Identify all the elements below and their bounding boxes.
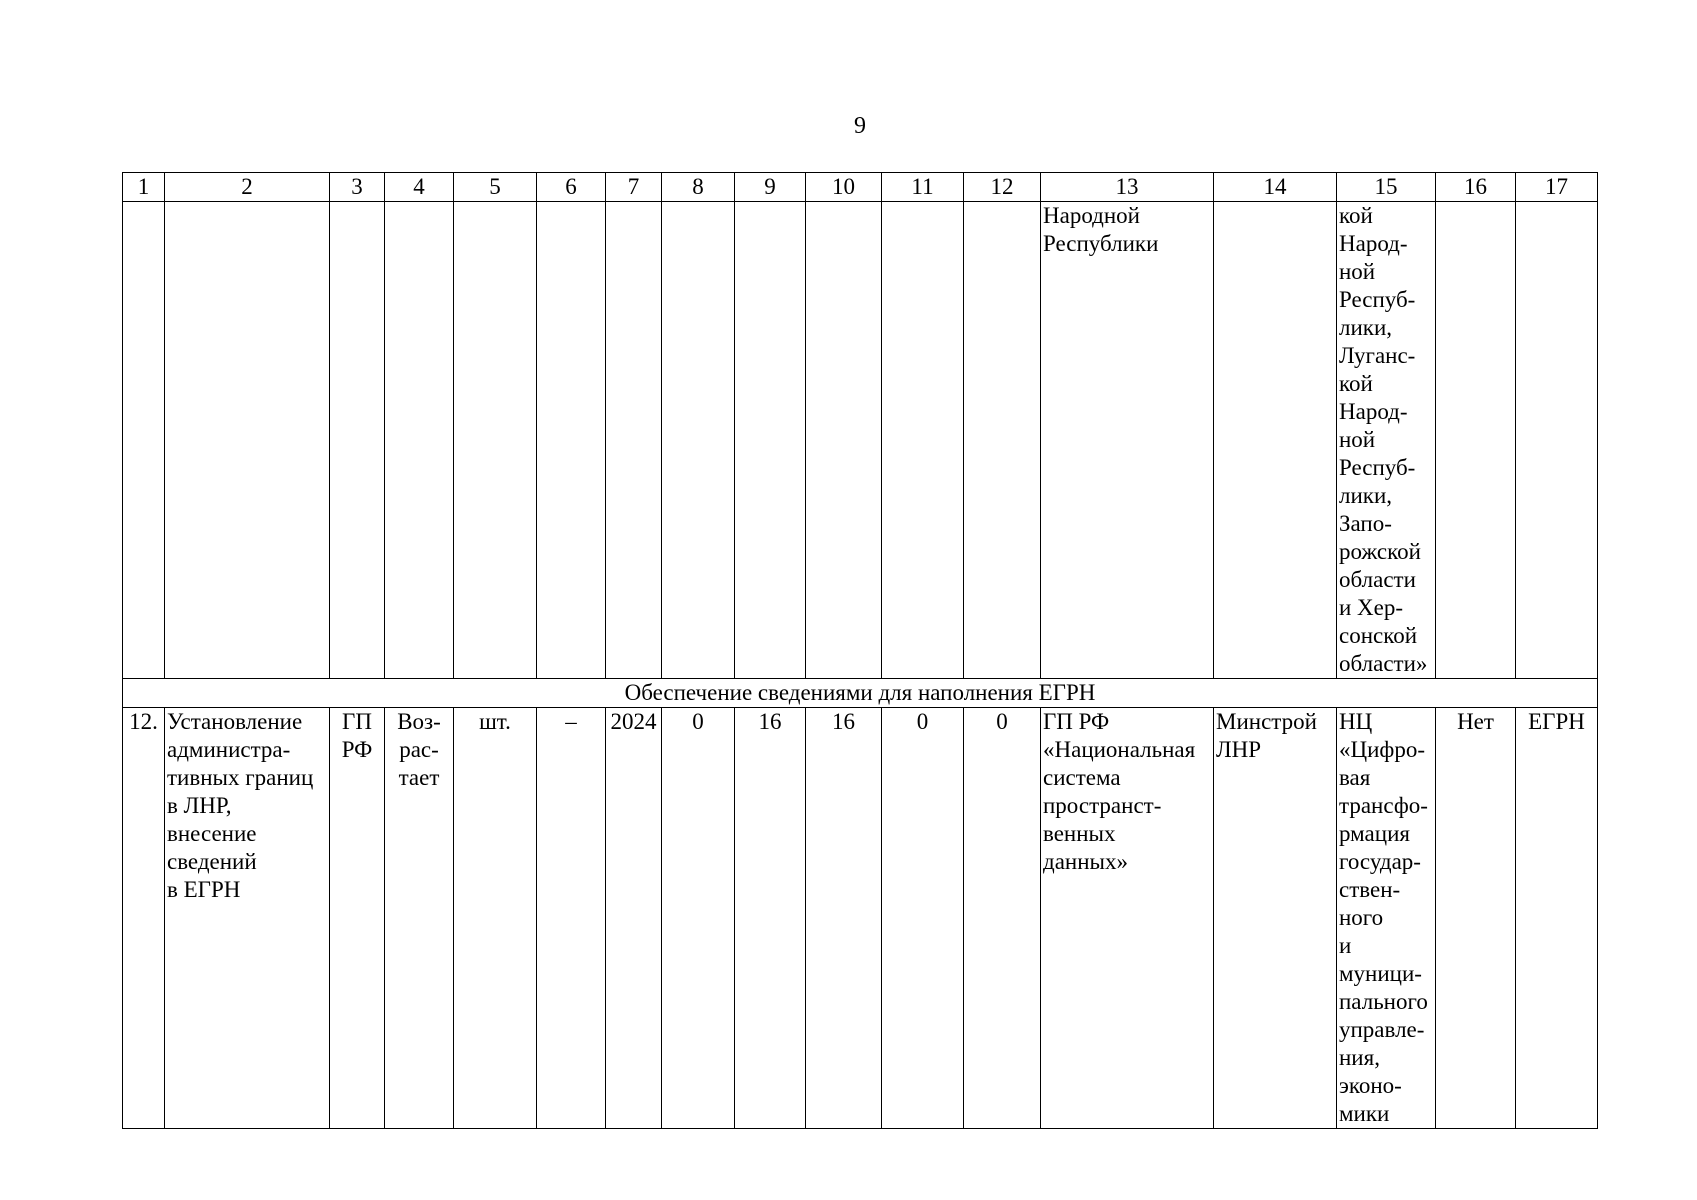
table-cell [662,202,735,679]
indicator-trend: Воз- рас- тает [385,708,454,1129]
column-number: 11 [882,173,964,202]
cumulative-flag: Нет [1436,708,1516,1129]
page-number: 9 [854,113,866,139]
table-cell [385,202,454,679]
state-program-cell: кой Народ- ной Респуб- лики, Луганс- кой Народ- ной Респуб- лики, Запо- рожской области и Хер- сонской области» [1337,202,1436,679]
table-cell [537,202,606,679]
table-cell [806,202,882,679]
column-number: 5 [454,173,537,202]
column-number: 14 [1214,173,1337,202]
column-number: 2 [165,173,330,202]
co-executor-cell: Минстрой ЛНР [1214,708,1337,1129]
column-number-row [123,173,1598,202]
column-number: 16 [1436,173,1516,202]
table-cell [964,202,1041,679]
state-program-cell: НЦ «Цифро- вая трансфо- рмация государ- ствен- ного и муници- пального управле- ния, эконо- мики [1337,708,1436,1129]
table-cell [1436,202,1516,679]
table-cell [330,202,385,679]
table-cell [882,202,964,679]
table-cell [165,202,330,679]
table-cell [1214,202,1337,679]
column-number: 15 [1337,173,1436,202]
column-number: 8 [662,173,735,202]
column-number: 1 [123,173,165,202]
column-number: 9 [735,173,806,202]
indicator-level: ГП РФ [330,708,385,1129]
responsible-executor-cell: Народной Республики [1041,202,1214,679]
responsible-executor-cell: ГП РФ «Национальная система пространст- венных данных» [1041,708,1214,1129]
column-number: 10 [806,173,882,202]
section-title: Обеспечение сведениями для наполнения ЕГРН [123,679,1598,708]
section-heading-row [123,679,1598,708]
table-cell [123,202,165,679]
column-number: 7 [606,173,662,202]
table-cell [606,202,662,679]
base-year: 2024 [606,708,662,1129]
table-cell [1516,202,1598,679]
indicator-name: Установление администра- тивных границ в ЛНР, внесение сведений в ЕГРН [165,708,330,1129]
base-value: – [537,708,606,1129]
value-cell: 0 [882,708,964,1129]
unit-of-measure: шт. [454,708,537,1129]
table-cell [454,202,537,679]
column-number: 3 [330,173,385,202]
column-number: 13 [1041,173,1214,202]
program-table [122,172,1598,1129]
value-cell: 16 [735,708,806,1129]
item-number: 12. [123,708,165,1129]
table-row [123,708,1598,1129]
column-number: 4 [385,173,454,202]
column-number: 6 [537,173,606,202]
continuation-row [123,202,1598,679]
information-system: ЕГРН [1516,708,1598,1129]
column-number: 12 [964,173,1041,202]
table-cell [735,202,806,679]
column-number: 17 [1516,173,1598,202]
value-cell: 0 [964,708,1041,1129]
value-cell: 0 [662,708,735,1129]
value-cell: 16 [806,708,882,1129]
